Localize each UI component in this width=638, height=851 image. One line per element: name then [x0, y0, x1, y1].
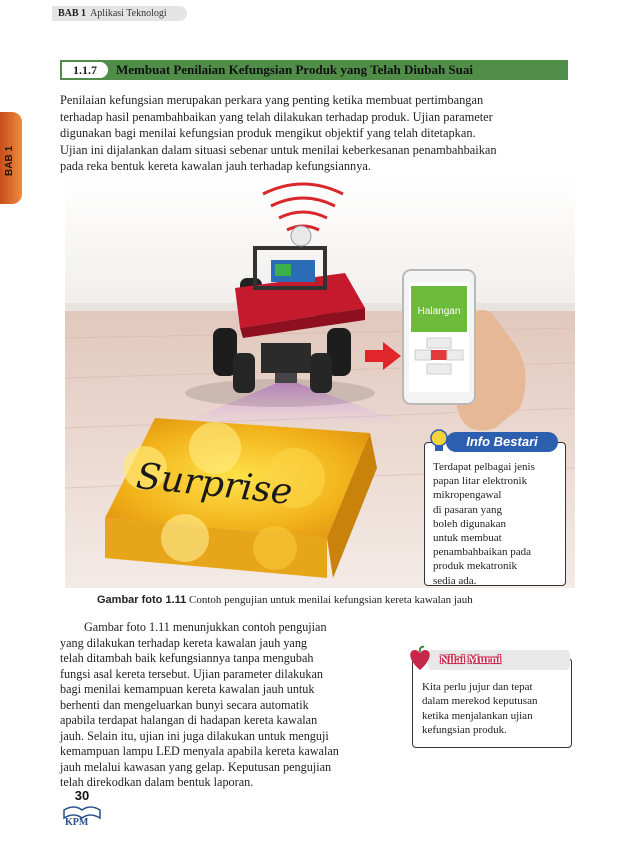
- info-line: mikropengawal: [433, 489, 502, 502]
- body-line: telah direkodkan dalam bentuk laporan.: [60, 775, 254, 789]
- intro-line: terhadap hasil penambahbaikan yang telah dilakukan terhadap produk. Ujian parameter: [60, 109, 493, 124]
- intro-paragraph: [60, 92, 570, 175]
- chapter-title: Aplikasi Teknologi: [90, 8, 167, 19]
- figure-caption-text: Contoh pengujian untuk menilai kefungsian kereta kawalan jauh: [189, 594, 473, 606]
- nilai-line: Kita perlu jujur dan tepat: [422, 681, 533, 693]
- body-paragraph: [60, 620, 380, 791]
- nilai-murni-tag: [428, 650, 570, 670]
- info-bestari-title: Info Bestari: [446, 432, 558, 452]
- side-chapter-tab: [0, 112, 22, 204]
- body-line: apabila terdapat halangan di hadapan kereta kawalan: [60, 713, 318, 727]
- figure-caption-label: Gambar foto 1.11: [97, 594, 187, 606]
- nilai-murni-title: Nilai Murni: [440, 652, 502, 666]
- intro-line: Ujian ini dijalankan dalam situasi sebenar untuk menilai keberkesanan penambahbaikan: [60, 142, 497, 157]
- page-number-block: [62, 788, 102, 832]
- heart-icon: [406, 644, 434, 674]
- box-text: Surprise: [134, 455, 295, 514]
- body-line: kemampuan lampu LED menyala apabila kereta kawalan: [60, 744, 339, 758]
- chapter-header-tab: [52, 6, 187, 21]
- side-chapter-label: BAB 1: [4, 145, 15, 176]
- body-line: jauh. Selain itu, ujian ini juga dilakukan untuk menguji: [60, 728, 329, 743]
- nilai-murni-box: [406, 644, 570, 748]
- body-line: jauh melalui kawasan yang gelap. Keputusan pengujian: [60, 759, 332, 774]
- info-bestari-text: [433, 460, 561, 588]
- body-line: yang dilakukan terhadap kereta kawalan jauh yang: [60, 635, 308, 650]
- info-line: sedia ada.: [433, 574, 477, 587]
- section-heading: [60, 60, 568, 80]
- section-title: Membuat Penilaian Kefungsian Produk yang Telah Diubah Suai: [116, 62, 473, 77]
- figure-caption: [97, 594, 473, 606]
- obstacle-box: [105, 418, 377, 578]
- smartphone: [403, 270, 475, 404]
- info-bestari-box: [424, 432, 566, 586]
- section-number: 1.1.7: [62, 62, 108, 78]
- info-line: untuk membuat: [433, 532, 502, 545]
- phone-obstacle-label: Halangan: [417, 306, 461, 317]
- nilai-line: ketika menjalankan ujian: [422, 709, 533, 722]
- info-line: di pasaran yang: [433, 503, 503, 516]
- body-line: berhenti dan mengeluarkan bunyi secara automatik: [60, 697, 309, 712]
- nilai-line: kefungsian produk.: [422, 724, 507, 737]
- info-line: penambahbaikan pada: [433, 546, 532, 559]
- info-line: Terdapat pelbagai jenis: [433, 461, 535, 473]
- intro-line: Penilaian kefungsian merupakan perkara yang penting ketika membuat pertimbangan: [60, 93, 484, 107]
- body-line: fungsi asal kereta tersebut. Ujian parameter dilakukan: [60, 666, 323, 681]
- info-line: papan litar elektronik: [433, 475, 528, 488]
- info-line: boleh digunakan: [433, 517, 507, 530]
- info-line: produk mekatronik: [433, 560, 518, 573]
- lightbulb-icon: [428, 428, 450, 454]
- nilai-murni-text: [422, 680, 568, 738]
- page-number: 30: [74, 788, 90, 803]
- body-line: Gambar foto 1.11 menunjukkan contoh pengujian: [84, 620, 327, 634]
- body-line: bagi menilai kemampuan kereta kawalan jauh untuk: [60, 682, 315, 696]
- intro-line: pada reka bentuk kereta kawalan jauh terhadap kefungsiannya.: [60, 159, 372, 174]
- publisher-label: KPM: [65, 817, 89, 828]
- body-line: telah ditambah baik kefungsiannya tanpa mengubah: [60, 651, 314, 665]
- nilai-line: dalam merekod keputusan: [422, 695, 538, 708]
- intro-line: digunakan bagi menilai kefungsian produk mengikut objektif yang telah ditetapkan.: [60, 126, 476, 141]
- chapter-label: BAB 1: [58, 8, 87, 19]
